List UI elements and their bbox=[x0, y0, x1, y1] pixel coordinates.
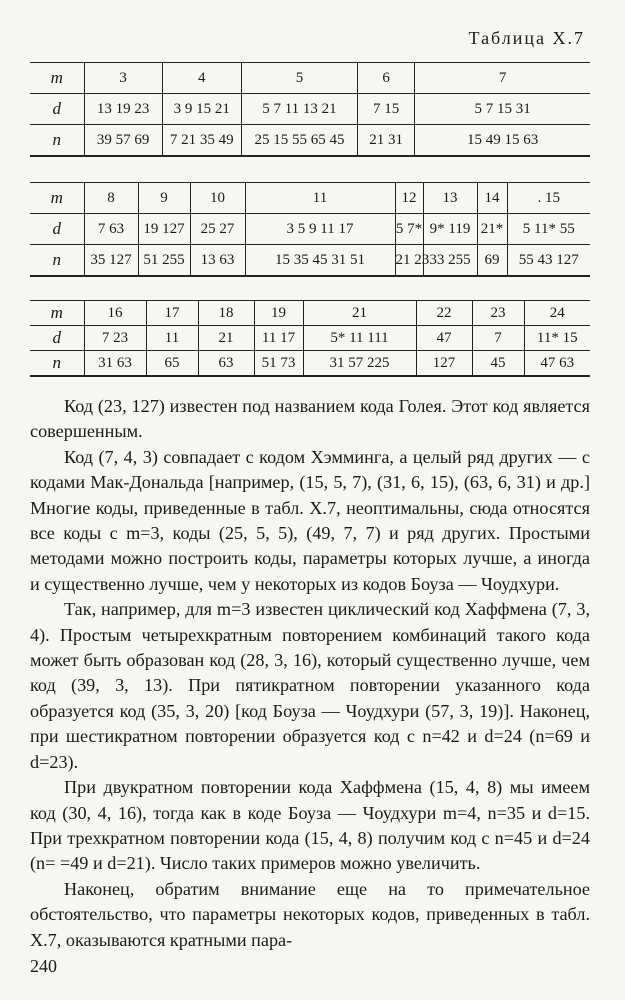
paragraph: Код (7, 4, 3) совпадает с кодом Хэмминга, а целый ряд других — с кодами Мак-Дональда [например, (15, 5, 7), (31, 6, 15), (63, 6, 31) и др.] Многие коды, приведенные в табл. X.7, неоптимальны, сюда относятся все коды с m=3, коды (25, 5, 5), (49, 7, 7) и ряд других. Простыми методами можно построить коды, параметры которых лучше, а иногда и существенно лучше, чем у некоторых из кодов Боуза — Чоудхури. bbox=[30, 446, 590, 594]
row-header-cell: m bbox=[30, 301, 84, 326]
table-cell: 11 bbox=[245, 183, 395, 214]
table-row bbox=[30, 125, 590, 157]
table-cell: 51 73 bbox=[254, 351, 303, 377]
table-cell: 31 57 225 bbox=[303, 351, 416, 377]
row-header-cell: n bbox=[30, 351, 84, 377]
table-cell: 11* 15 bbox=[524, 326, 590, 351]
row-header-cell: m bbox=[30, 63, 84, 94]
table-cell: 19 127 bbox=[138, 214, 190, 245]
table-cell: 21 23 bbox=[395, 245, 423, 277]
table-cell: 5 7 15 31 bbox=[415, 94, 590, 125]
table-cell: 45 bbox=[472, 351, 524, 377]
table-cell: 25 15 55 65 45 bbox=[241, 125, 357, 157]
table-cell: 31 63 bbox=[84, 351, 146, 377]
table-cell: 4 bbox=[162, 63, 241, 94]
table-cell: 14 bbox=[477, 183, 507, 214]
table-cell: 18 bbox=[198, 301, 254, 326]
table-cell: 21 31 bbox=[358, 125, 415, 157]
table-cell: 7 15 bbox=[358, 94, 415, 125]
table-cell: 7 bbox=[415, 63, 590, 94]
row-header-cell: d bbox=[30, 94, 84, 125]
table-cell: 15 35 45 31 51 bbox=[245, 245, 395, 277]
table-cell: 23 bbox=[472, 301, 524, 326]
table-cell: 13 19 23 bbox=[84, 94, 162, 125]
table-cell: 15 49 15 63 bbox=[415, 125, 590, 157]
table-row bbox=[30, 301, 590, 326]
table-row bbox=[30, 326, 590, 351]
table-cell: 47 63 bbox=[524, 351, 590, 377]
body-text bbox=[30, 394, 590, 953]
row-header-cell: m bbox=[30, 183, 84, 214]
table-cell: 21 bbox=[198, 326, 254, 351]
table-cell: 127 bbox=[416, 351, 472, 377]
table-cell: . 15 bbox=[507, 183, 590, 214]
table-cell: 22 bbox=[416, 301, 472, 326]
table-cell: 25 27 bbox=[190, 214, 245, 245]
table-cell: 5 7* bbox=[395, 214, 423, 245]
table-row bbox=[30, 63, 590, 94]
row-header-cell: n bbox=[30, 125, 84, 157]
table-cell: 47 bbox=[416, 326, 472, 351]
table-cell: 7 63 bbox=[84, 214, 138, 245]
table-row bbox=[30, 183, 590, 214]
table-cell: 10 bbox=[190, 183, 245, 214]
table-cell: 33 255 bbox=[423, 245, 477, 277]
table-row bbox=[30, 351, 590, 377]
paragraph: Код (23, 127) известен под названием кода Голея. Этот код является совершенным. bbox=[30, 396, 590, 442]
table-cell: 19 bbox=[254, 301, 303, 326]
table-cell: 35 127 bbox=[84, 245, 138, 277]
table-cell: 12 bbox=[395, 183, 423, 214]
table-cell: 11 bbox=[146, 326, 198, 351]
table-cell: 7 21 35 49 bbox=[162, 125, 241, 157]
table-cell: 24 bbox=[524, 301, 590, 326]
table-cell: 39 57 69 bbox=[84, 125, 162, 157]
table-cell: 13 bbox=[423, 183, 477, 214]
code-table-3 bbox=[30, 300, 590, 377]
table-cell: 51 255 bbox=[138, 245, 190, 277]
table-cell: 65 bbox=[146, 351, 198, 377]
code-table-2 bbox=[30, 182, 590, 277]
table-cell: 17 bbox=[146, 301, 198, 326]
table-cell: 5* 11 111 bbox=[303, 326, 416, 351]
page-number: 240 bbox=[30, 956, 57, 976]
table-row bbox=[30, 94, 590, 125]
table-cell: 3 bbox=[84, 63, 162, 94]
table-cell: 55 43 127 bbox=[507, 245, 590, 277]
table-cell: 13 63 bbox=[190, 245, 245, 277]
table-caption: Таблица X.7 bbox=[468, 28, 585, 48]
table-cell: 3 5 9 11 17 bbox=[245, 214, 395, 245]
table-cell: 63 bbox=[198, 351, 254, 377]
row-header-cell: d bbox=[30, 214, 84, 245]
table-cell: 7 bbox=[472, 326, 524, 351]
table-cell: 3 9 15 21 bbox=[162, 94, 241, 125]
table-cell: 16 bbox=[84, 301, 146, 326]
table-cell: 8 bbox=[84, 183, 138, 214]
table-row bbox=[30, 245, 590, 277]
table-cell: 5 bbox=[241, 63, 357, 94]
row-header-cell: d bbox=[30, 326, 84, 351]
table-cell: 11 17 bbox=[254, 326, 303, 351]
code-table-1 bbox=[30, 62, 590, 157]
paragraph: При двукратном повторении кода Хаффмена (15, 4, 8) мы имеем код (30, 4, 16), тогда как в коде Боуза — Чоудхури m=4, n=35 и d=15. При трехкратном повторении кода (15, 4, 8) получим код с n=45 и d=24 (n= =49 и d=21). Число таких примеров можно увеличить. bbox=[30, 777, 590, 874]
table-cell: 9* 119 bbox=[423, 214, 477, 245]
table-cell: 9 bbox=[138, 183, 190, 214]
table-cell: 69 bbox=[477, 245, 507, 277]
table-row bbox=[30, 214, 590, 245]
table-cell: 5 7 11 13 21 bbox=[241, 94, 357, 125]
table-cell: 6 bbox=[358, 63, 415, 94]
paragraph: Так, например, для m=3 известен циклический код Хаффмена (7, 3, 4). Простым четырехкратным повторением комбинаций такого кода может быть образован код (28, 3, 16), который существенно лучше, чем код (39, 3, 13). При пятикратном повторении указанного кода образуется код (35, 3, 20) [код Боуза — Чоудхури (57, 3, 19)]. Наконец, при шестикратном повторении образуется код с n=42 и d=24 (n=69 и d=23). bbox=[30, 599, 590, 772]
table-cell: 21 bbox=[303, 301, 416, 326]
table-cell: 5 11* 55 bbox=[507, 214, 590, 245]
table-cell: 21* bbox=[477, 214, 507, 245]
paragraph: Наконец, обратим внимание еще на то примечательное обстоятельство, что параметры некоторых кодов, приведенных в табл. X.7, оказываются кратными пара- bbox=[30, 878, 590, 950]
row-header-cell: n bbox=[30, 245, 84, 277]
table-cell: 7 23 bbox=[84, 326, 146, 351]
